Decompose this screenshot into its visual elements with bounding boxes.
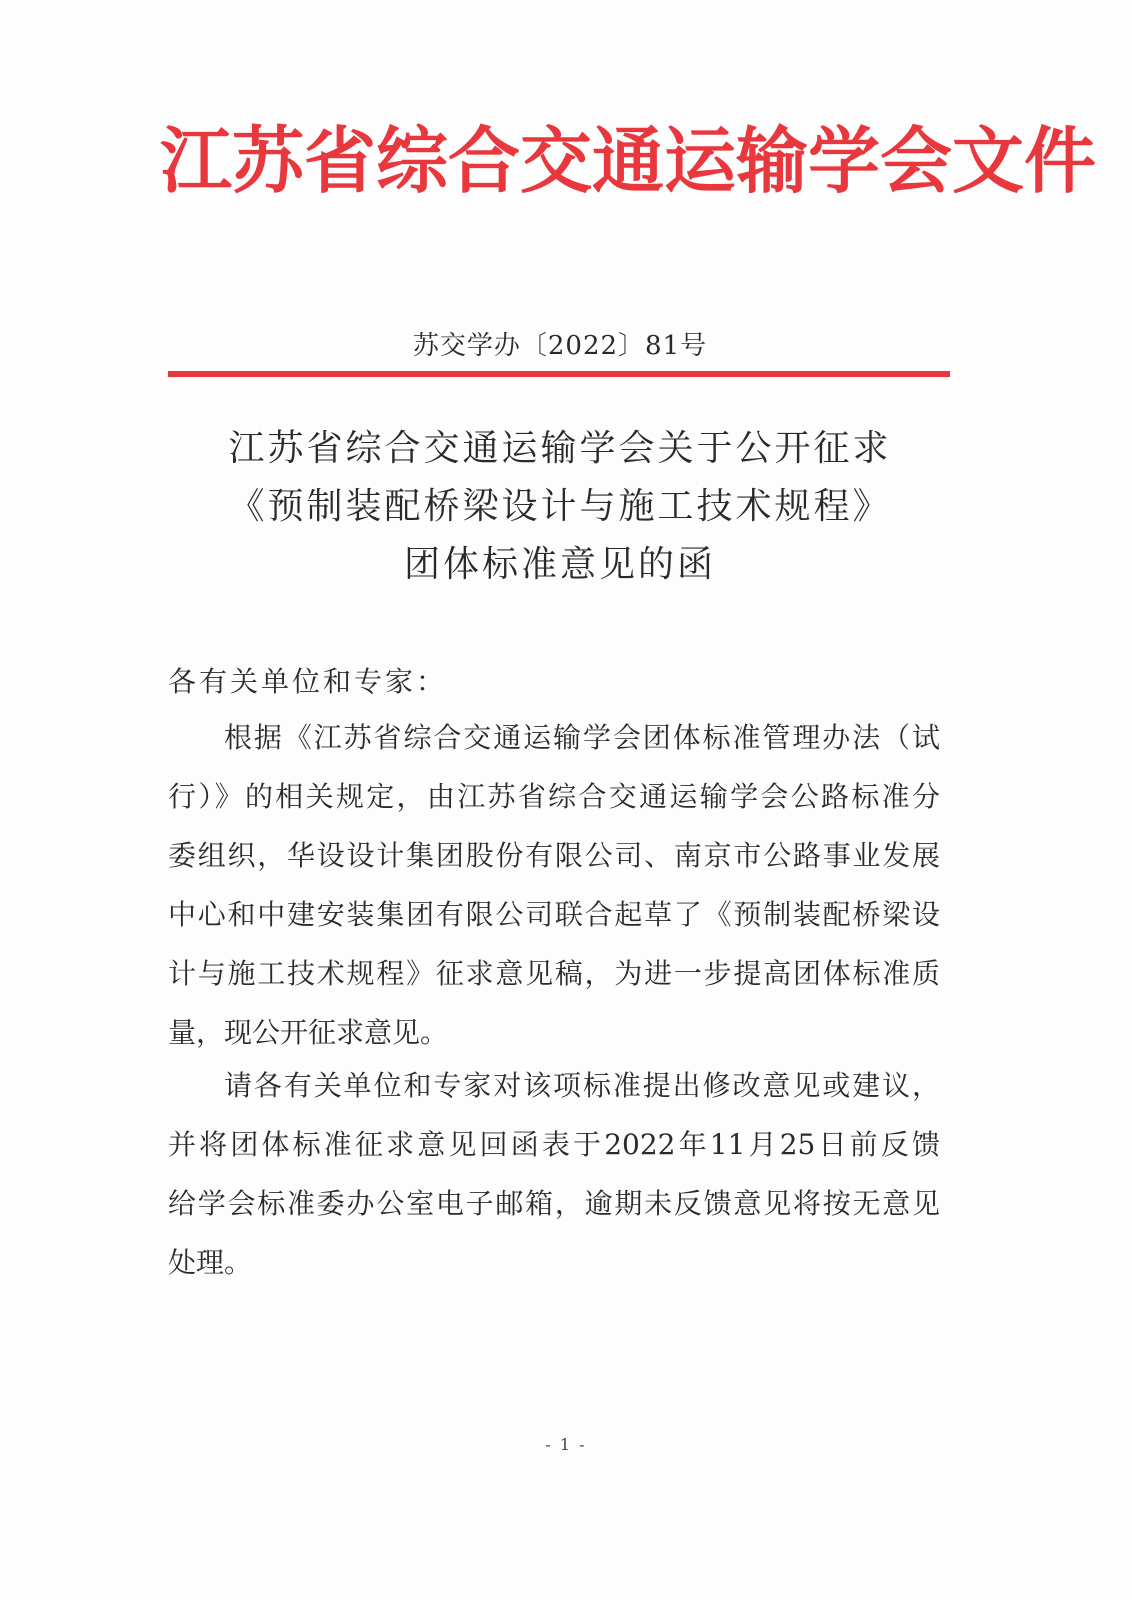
paragraph-line: 根据《江苏省综合交通运输学会团体标准管理办法（试 [224,721,940,754]
body-paragraph-1 [168,708,940,1062]
letter-title [160,420,960,594]
masthead-title: 江苏省综合交通运输学会文件 [160,118,1097,203]
title-line: 《预制装配桥梁设计与施工技术规程》 [228,486,892,527]
paragraph-line: 给学会标准委办公室电子邮箱，逾期未反馈意见将按无意见 [168,1187,940,1220]
title-line: 团体标准意见的函 [403,544,716,585]
page-number: - 1 - [545,1435,587,1454]
red-divider-line [168,371,950,377]
paragraph-line: 计与施工技术规程》征求意见稿，为进一步提高团体标准质 [168,957,940,990]
body-paragraph-2 [168,1056,940,1292]
paragraph-line: 请各有关单位和专家对该项标准提出修改意见或建议， [224,1069,940,1102]
title-line: 江苏省综合交通运输学会关于公开征求 [228,428,892,469]
paragraph-line: 并将团体标准征求意见回函表于2022年11月25日前反馈 [168,1128,940,1161]
paragraph-line: 委组织，华设设计集团股份有限公司、南京市公路事业发展 [168,839,940,872]
paragraph-line: 量，现公开征求意见。 [168,1016,449,1049]
paragraph-line: 中心和中建安装集团有限公司联合起草了《预制装配桥梁设 [168,898,940,931]
paragraph-line: 行）》的相关规定，由江苏省综合交通运输学会公路标准分 [168,780,940,813]
paragraph-line: 处理。 [168,1246,253,1279]
document-number: 苏交学办〔2022〕81号 [412,331,708,361]
salutation: 各有关单位和专家： [168,665,448,698]
